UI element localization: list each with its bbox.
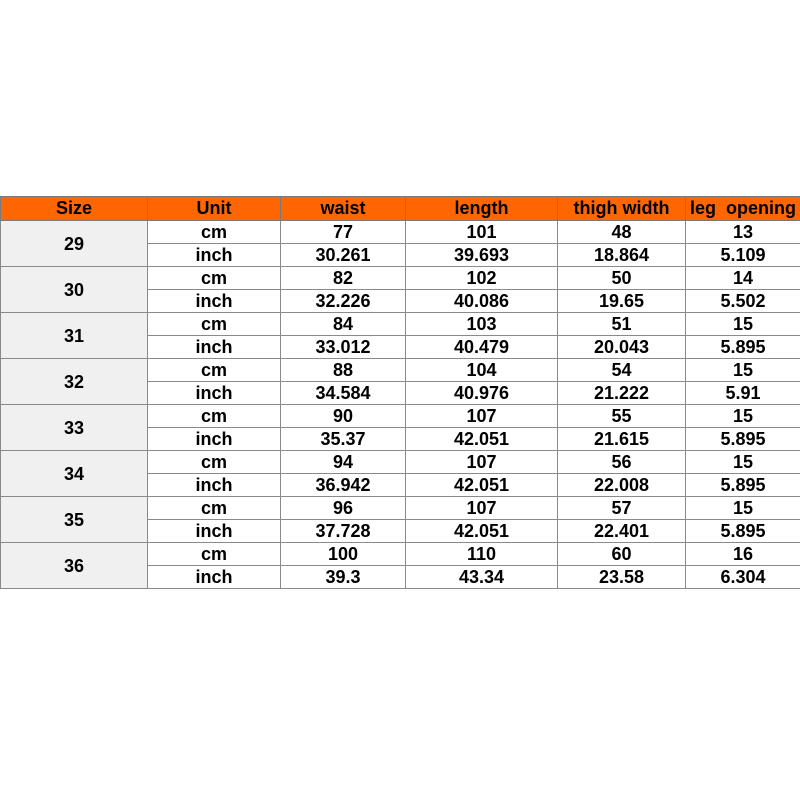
- waist-cell: 84: [281, 313, 406, 336]
- thigh-width-cell: 22.401: [558, 520, 686, 543]
- header-row: [1, 197, 800, 221]
- size-chart-header: [1, 197, 800, 221]
- waist-cell: 33.012: [281, 336, 406, 359]
- unit-cell: inch: [148, 290, 281, 313]
- length-cell: 103: [406, 313, 558, 336]
- length-cell: 42.051: [406, 520, 558, 543]
- leg-opening-cell: 15: [686, 405, 800, 428]
- length-cell: 42.051: [406, 474, 558, 497]
- unit-cell: cm: [148, 405, 281, 428]
- leg-opening-cell: 5.895: [686, 428, 800, 451]
- leg-opening-cell: 5.109: [686, 244, 800, 267]
- header-length: length: [406, 197, 558, 221]
- size-value-cell: 32: [1, 359, 148, 405]
- size-value-cell: 35: [1, 497, 148, 543]
- length-cell: 43.34: [406, 566, 558, 589]
- size-chart-table: [0, 196, 800, 589]
- unit-cell: cm: [148, 313, 281, 336]
- leg-opening-cell: 13: [686, 221, 800, 244]
- header-waist: waist: [281, 197, 406, 221]
- thigh-width-cell: 48: [558, 221, 686, 244]
- length-cell: 107: [406, 451, 558, 474]
- table-row: [1, 497, 800, 520]
- header-unit: Unit: [148, 197, 281, 221]
- leg-opening-cell: 15: [686, 359, 800, 382]
- length-cell: 107: [406, 497, 558, 520]
- unit-cell: cm: [148, 221, 281, 244]
- leg-opening-cell: 5.895: [686, 336, 800, 359]
- table-row: [1, 359, 800, 382]
- size-value-cell: 33: [1, 405, 148, 451]
- waist-cell: 82: [281, 267, 406, 290]
- length-cell: 39.693: [406, 244, 558, 267]
- size-value-cell: 29: [1, 221, 148, 267]
- leg-opening-cell: 15: [686, 313, 800, 336]
- thigh-width-cell: 55: [558, 405, 686, 428]
- waist-cell: 30.261: [281, 244, 406, 267]
- header-size: Size: [1, 197, 148, 221]
- waist-cell: 94: [281, 451, 406, 474]
- length-cell: 40.976: [406, 382, 558, 405]
- thigh-width-cell: 21.222: [558, 382, 686, 405]
- leg-opening-cell: 5.502: [686, 290, 800, 313]
- table-row: [1, 221, 800, 244]
- leg-opening-cell: 5.895: [686, 520, 800, 543]
- table-row: [1, 313, 800, 336]
- unit-cell: cm: [148, 359, 281, 382]
- length-cell: 110: [406, 543, 558, 566]
- size-value-cell: 30: [1, 267, 148, 313]
- table-row: [1, 543, 800, 566]
- waist-cell: 35.37: [281, 428, 406, 451]
- thigh-width-cell: 51: [558, 313, 686, 336]
- table-row: [1, 267, 800, 290]
- thigh-width-cell: 57: [558, 497, 686, 520]
- thigh-width-cell: 20.043: [558, 336, 686, 359]
- waist-cell: 90: [281, 405, 406, 428]
- thigh-width-cell: 19.65: [558, 290, 686, 313]
- waist-cell: 36.942: [281, 474, 406, 497]
- waist-cell: 39.3: [281, 566, 406, 589]
- size-value-cell: 31: [1, 313, 148, 359]
- leg-opening-cell: 15: [686, 451, 800, 474]
- unit-cell: inch: [148, 428, 281, 451]
- leg-opening-cell: 5.91: [686, 382, 800, 405]
- waist-cell: 37.728: [281, 520, 406, 543]
- length-cell: 40.086: [406, 290, 558, 313]
- length-cell: 42.051: [406, 428, 558, 451]
- leg-opening-cell: 15: [686, 497, 800, 520]
- header-leg-opening: leg opening: [686, 197, 800, 221]
- unit-cell: inch: [148, 566, 281, 589]
- leg-opening-cell: 5.895: [686, 474, 800, 497]
- unit-cell: cm: [148, 267, 281, 290]
- size-chart-body: [1, 221, 800, 589]
- size-value-cell: 36: [1, 543, 148, 589]
- unit-cell: cm: [148, 497, 281, 520]
- waist-cell: 88: [281, 359, 406, 382]
- thigh-width-cell: 18.864: [558, 244, 686, 267]
- unit-cell: cm: [148, 543, 281, 566]
- unit-cell: inch: [148, 244, 281, 267]
- thigh-width-cell: 56: [558, 451, 686, 474]
- waist-cell: 77: [281, 221, 406, 244]
- length-cell: 40.479: [406, 336, 558, 359]
- thigh-width-cell: 60: [558, 543, 686, 566]
- length-cell: 107: [406, 405, 558, 428]
- length-cell: 102: [406, 267, 558, 290]
- leg-opening-cell: 16: [686, 543, 800, 566]
- table-row: [1, 405, 800, 428]
- leg-opening-cell: 14: [686, 267, 800, 290]
- table-row: [1, 451, 800, 474]
- length-cell: 101: [406, 221, 558, 244]
- unit-cell: inch: [148, 520, 281, 543]
- thigh-width-cell: 22.008: [558, 474, 686, 497]
- unit-cell: cm: [148, 451, 281, 474]
- thigh-width-cell: 21.615: [558, 428, 686, 451]
- waist-cell: 32.226: [281, 290, 406, 313]
- waist-cell: 34.584: [281, 382, 406, 405]
- waist-cell: 96: [281, 497, 406, 520]
- thigh-width-cell: 50: [558, 267, 686, 290]
- thigh-width-cell: 23.58: [558, 566, 686, 589]
- unit-cell: inch: [148, 336, 281, 359]
- waist-cell: 100: [281, 543, 406, 566]
- unit-cell: inch: [148, 474, 281, 497]
- thigh-width-cell: 54: [558, 359, 686, 382]
- unit-cell: inch: [148, 382, 281, 405]
- header-thigh-width: thigh width: [558, 197, 686, 221]
- length-cell: 104: [406, 359, 558, 382]
- size-value-cell: 34: [1, 451, 148, 497]
- leg-opening-cell: 6.304: [686, 566, 800, 589]
